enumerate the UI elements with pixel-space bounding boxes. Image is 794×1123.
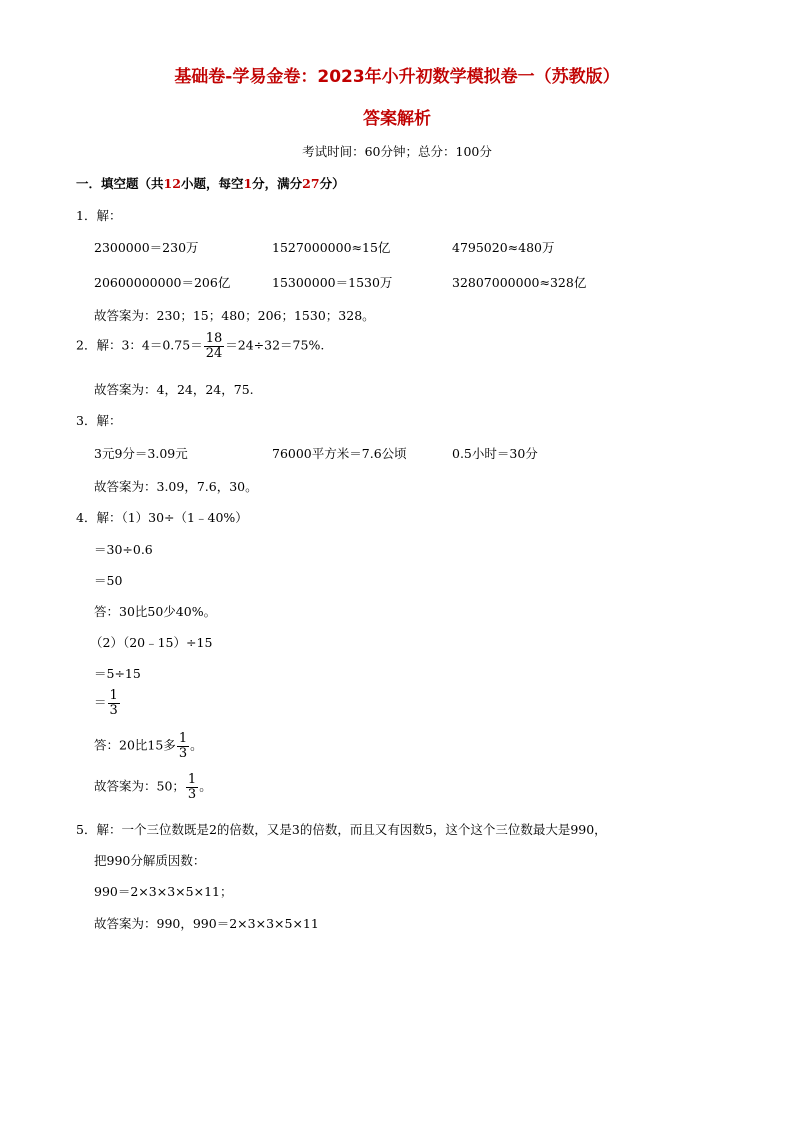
document-subtitle: 答案解析 bbox=[363, 109, 431, 129]
q1-answer: 故答案为：230；15；480；206；1530；328。 bbox=[94, 308, 375, 323]
q2-tail: ＝24÷32＝75%. bbox=[225, 337, 325, 353]
q1-item-3: 4795020≈480万 bbox=[452, 240, 555, 255]
q1-item-6: 32807000000≈328亿 bbox=[452, 275, 587, 290]
q4-head: 4．解：（1）30÷（1﹣40%） bbox=[76, 510, 248, 525]
q4-frac-numerator: 1 bbox=[187, 772, 197, 787]
q2-head: 2．解：3：4＝0.75＝ bbox=[76, 337, 203, 353]
q5-line-1: 5．解：一个三位数既是2的倍数，又是3的倍数，而且又有因数5，这个这个三位数最大是990， bbox=[76, 822, 607, 837]
q2-frac-denominator: 24 bbox=[205, 345, 223, 361]
q4-final-suffix: 。 bbox=[199, 778, 212, 794]
q3-item-3: 0.5小时＝30分 bbox=[452, 446, 538, 461]
question-count: 12 bbox=[163, 176, 181, 191]
q4-final-answer bbox=[94, 773, 212, 801]
q4-answer-2-suffix: 。 bbox=[190, 737, 203, 753]
q4-step-1: ＝30÷0.6 bbox=[94, 542, 153, 557]
q4-step-4-fraction bbox=[108, 689, 120, 717]
q3-item-2: 76000平方米＝7.6公顷 bbox=[272, 446, 407, 461]
q1-item-4: 20600000000＝206亿 bbox=[94, 275, 231, 290]
q5-line-3: 990＝2×3×3×5×11； bbox=[94, 884, 233, 899]
q3-head: 3．解： bbox=[76, 413, 122, 428]
q4-answer-2-fraction bbox=[177, 732, 189, 760]
q3-item-1: 3元9分＝3.09元 bbox=[94, 446, 188, 461]
q2-frac-numerator: 18 bbox=[205, 331, 223, 346]
exam-meta: 考试时间：60分钟；总分：100分 bbox=[302, 144, 492, 159]
q1-item-5: 15300000＝1530万 bbox=[272, 275, 393, 290]
q5-line-2: 把990分解质因数： bbox=[94, 853, 206, 868]
q2-fraction bbox=[204, 332, 225, 360]
q4-frac-denominator: 3 bbox=[178, 745, 188, 761]
points-per-blank: 1 bbox=[243, 176, 253, 191]
q3-answer: 故答案为：3.09，7.6，30。 bbox=[94, 479, 258, 494]
section-mid2: 分，满分 bbox=[252, 176, 303, 191]
q4-frac-denominator: 3 bbox=[109, 702, 118, 718]
section-mid1: 小题，每空 bbox=[180, 176, 244, 191]
section-label: 填空题（共 bbox=[101, 176, 164, 191]
q4-final-prefix: 故答案为：50； bbox=[94, 778, 185, 794]
document-title: 基础卷-学易金卷：2023年小升初数学模拟卷一（苏教版） bbox=[174, 67, 620, 87]
q4-step-4 bbox=[94, 689, 121, 717]
q4-step-2: ＝50 bbox=[94, 573, 123, 588]
q4-answer-1: 答：30比50少40%。 bbox=[94, 604, 217, 619]
q1-item-1: 2300000＝230万 bbox=[94, 240, 199, 255]
q4-answer-2-prefix: 答：20比15多 bbox=[94, 737, 176, 753]
q4-final-fraction bbox=[186, 773, 198, 801]
section-number: 一． bbox=[76, 176, 102, 191]
total-points: 27 bbox=[302, 176, 320, 191]
q4-step-4-prefix: ＝ bbox=[94, 694, 107, 710]
section-end: 分） bbox=[319, 176, 345, 191]
q4-part-2: （2）（20﹣15）÷15 bbox=[90, 635, 213, 650]
q2-solution bbox=[76, 332, 324, 360]
q2-answer: 故答案为：4，24，24，75. bbox=[94, 382, 254, 397]
q4-frac-numerator: 1 bbox=[178, 731, 188, 746]
q4-frac-denominator: 3 bbox=[187, 786, 197, 802]
q1-item-2: 1527000000≈15亿 bbox=[272, 240, 391, 255]
q4-frac-numerator: 1 bbox=[109, 688, 118, 703]
q5-answer: 故答案为：990，990＝2×3×3×5×11 bbox=[94, 916, 319, 931]
section-heading bbox=[76, 174, 345, 192]
q4-step-3: ＝5÷15 bbox=[94, 666, 141, 681]
q4-answer-2 bbox=[94, 732, 203, 760]
q1-head: 1．解： bbox=[76, 208, 122, 223]
